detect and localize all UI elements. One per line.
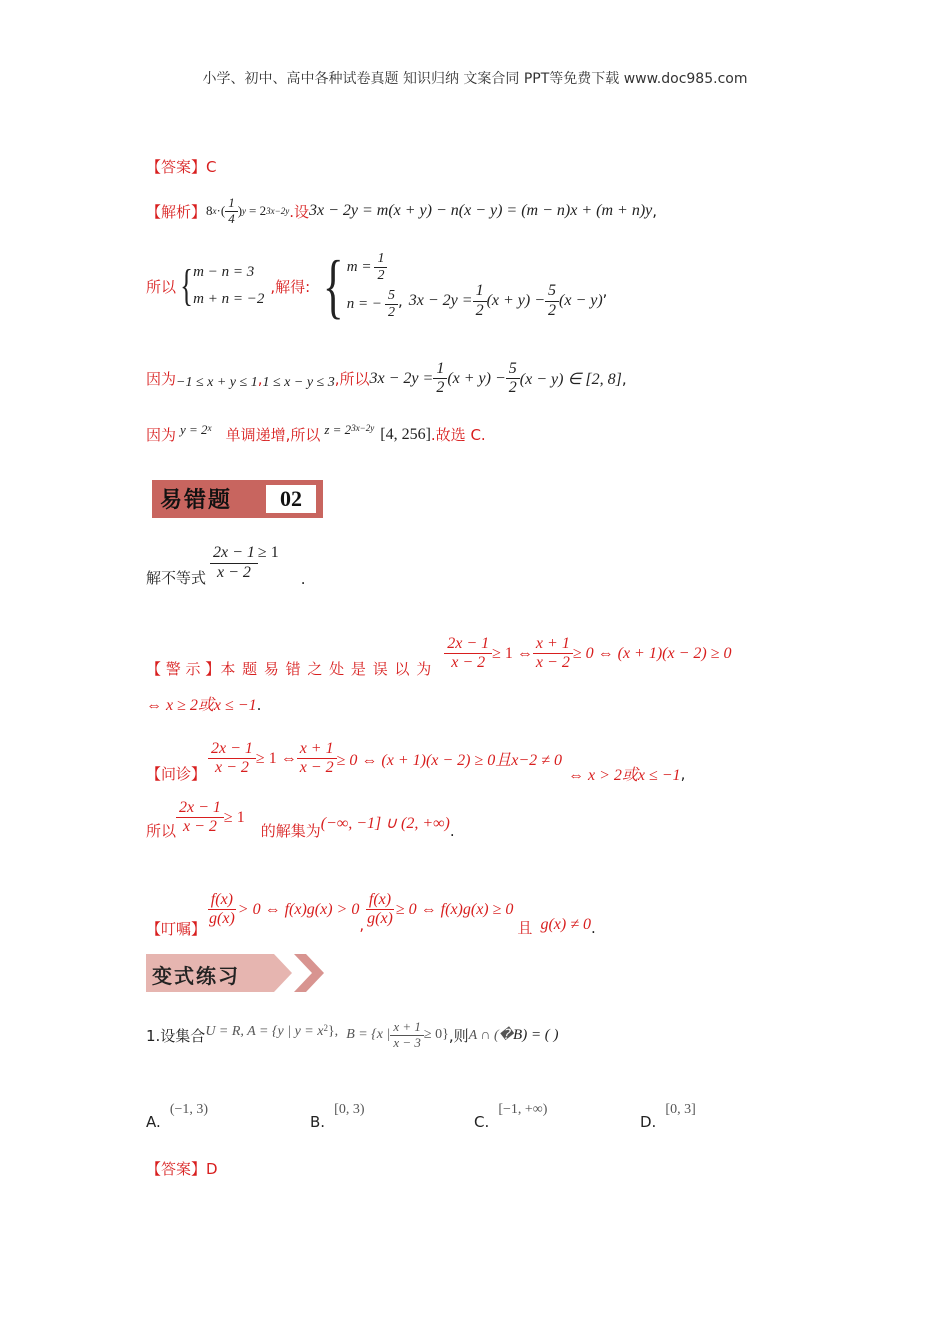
condition-1: −1 ≤ x + y ≤ 1	[176, 374, 258, 390]
frac-den: x − 2	[451, 654, 486, 671]
frac-den: x − 2	[217, 563, 251, 581]
then-text: ,则	[448, 1026, 469, 1045]
conclusion-set: (−∞, −1] ∪ (2, +∞)	[320, 814, 450, 832]
func-exp: x	[207, 422, 212, 433]
analysis-comma: ,	[652, 202, 658, 221]
sys1-line-b: m + n = −2	[193, 291, 265, 307]
warning-frac-2	[533, 635, 573, 673]
question-1	[146, 1020, 559, 1051]
warning-rel-1: ≥ 1 ⇔	[492, 644, 533, 662]
range-line	[146, 360, 627, 398]
reminder-rel-2: ≥ 0 ⇔ f(x)g(x) ≥ 0	[395, 900, 514, 918]
frac-den: 2	[387, 305, 395, 321]
expr1-dot: ·(	[216, 203, 226, 219]
problem-rel: ≥ 1	[257, 544, 279, 561]
frac-den: x − 2	[299, 759, 334, 776]
option-label: D.	[640, 1113, 657, 1131]
frac-den: x − 2	[183, 818, 217, 835]
frac-num: x + 1	[297, 740, 337, 759]
warning-line	[146, 628, 732, 679]
set-b-lhs: B = {x |	[346, 1027, 391, 1043]
frac-num: 2x − 1	[210, 544, 258, 563]
reminder-and: 且	[517, 919, 533, 937]
page-header: 小学、初中、高中各种试卷真题 知识归纳 文案合同 PPT等免费下载 www.doc985.com	[202, 71, 748, 87]
sys1-line-a: m − n = 3	[193, 264, 255, 280]
diagnosis-tag: 【问诊】	[146, 765, 207, 783]
frac-num: 5	[506, 360, 520, 379]
conclusion-rel: ≥ 1	[223, 808, 245, 826]
sys2-b-frac	[385, 288, 398, 321]
conclusion-end: .	[449, 821, 455, 840]
range-frac-1	[433, 360, 447, 398]
answer-value: D	[206, 1160, 218, 1178]
warning-end: .	[256, 696, 262, 714]
analysis-line	[146, 196, 657, 227]
line3-comma: ,	[602, 282, 608, 300]
option-label: C.	[474, 1113, 490, 1131]
so-text: ,所以	[334, 370, 370, 389]
answer-value: C	[206, 158, 217, 176]
expr-frac-1	[473, 282, 487, 320]
diagnosis-rel-2: ≥ 0 ⇔ (x + 1)(x − 2) ≥ 0且x−2 ≠ 0	[336, 752, 562, 769]
frac-den: x − 3	[393, 1034, 421, 1050]
brace-icon: {	[180, 261, 193, 310]
frac-num: 1	[374, 251, 387, 268]
problem-line	[146, 544, 305, 588]
warning-tag: 【 警 示 】	[146, 660, 221, 678]
brace-icon: {	[323, 246, 344, 326]
because-text: 因为	[146, 370, 177, 389]
frac-den: 2	[475, 301, 484, 319]
sep: ,	[257, 369, 263, 388]
frac-den: 2	[508, 379, 517, 397]
frac-num: 1	[225, 196, 238, 212]
answer-tag: 【答案】	[146, 158, 207, 176]
question-label: 1.设集合	[146, 1026, 206, 1045]
reminder-rel-1: > 0 ⇔ f(x)g(x) > 0	[237, 900, 360, 918]
banner-number: 02	[266, 485, 316, 513]
expr1-close: )	[237, 203, 243, 219]
banner-title: 易错题	[160, 488, 233, 513]
solve-line	[146, 246, 608, 326]
frac-den: x − 2	[215, 759, 249, 776]
range-frac-2	[506, 360, 520, 398]
z-func: z = 2	[324, 421, 352, 437]
reminder-frac-1	[206, 891, 238, 929]
expr-lhs: 3x − 2y =	[408, 292, 473, 309]
ask-expr-2: B) = ( )	[513, 1026, 559, 1043]
diagnosis-rel-1: ≥ 1 ⇔	[255, 749, 297, 767]
sys2-b-lhs: n = −	[346, 296, 382, 313]
z-exp: 3x−2y	[351, 422, 375, 433]
reminder-frac-2	[364, 891, 396, 929]
analysis-set-text: .设	[289, 202, 309, 221]
frac-num: 2x − 1	[176, 799, 224, 818]
error-problem-banner	[152, 480, 323, 518]
frac-num: f(x)	[366, 891, 394, 910]
set-u: U = R, A = {y | y = x	[205, 1024, 324, 1040]
z-range: [4, 256]	[380, 425, 431, 443]
option-value: [−1, +∞)	[498, 1102, 548, 1117]
frac-den: g(x)	[367, 910, 393, 927]
option-label: A.	[146, 1113, 161, 1131]
so-text: 所以	[146, 277, 177, 296]
frac-den: 2	[436, 379, 445, 397]
reminder-sep: ,	[359, 915, 365, 934]
set-u-exp: 2	[323, 1023, 328, 1034]
frac-num: x + 1	[390, 1020, 424, 1036]
problem-text: 解不等式	[146, 569, 207, 587]
expr-mid: (x + y) −	[486, 292, 546, 309]
so-text: 所以	[146, 822, 177, 840]
range-tail: (x − y) ∈ [2, 8]	[519, 370, 622, 388]
expr1-base: 8	[206, 203, 213, 219]
problem-end: .	[300, 570, 306, 588]
diagnosis-rel-3: ⇔ x > 2或x ≤ −1	[567, 767, 681, 784]
range-lhs: 3x − 2y =	[369, 369, 434, 387]
problem-fraction	[210, 544, 258, 582]
range-mid: (x + y) −	[447, 369, 506, 387]
monotone-text: 单调递增,所以	[225, 426, 321, 444]
frac-num: 2x − 1	[444, 635, 492, 654]
system-1	[176, 261, 265, 310]
diagnosis-frac-1	[208, 740, 256, 778]
monotone-line	[146, 421, 486, 445]
choice-text: .故选 C.	[430, 426, 486, 444]
frac-den: 2	[548, 301, 557, 319]
line4-comma: ,	[621, 369, 627, 388]
reminder-end: .	[590, 918, 596, 937]
ask-expr: A ∩ (�	[468, 1027, 514, 1043]
set-b-frac	[390, 1020, 424, 1051]
expr1-exp2: y	[242, 206, 247, 217]
sys2-comma: ,	[397, 292, 403, 310]
frac-num: x + 1	[533, 635, 573, 654]
reminder-cond: g(x) ≠ 0	[540, 915, 591, 933]
conclusion-line	[146, 794, 455, 841]
frac-den: 2	[377, 267, 385, 283]
answer-tag: 【答案】	[146, 1160, 207, 1178]
option-a[interactable]	[146, 1098, 209, 1131]
frac-num: f(x)	[208, 891, 236, 910]
warning-line-2	[146, 692, 261, 715]
frac-num: 1	[433, 360, 447, 379]
analysis-tag: 【解析】	[146, 202, 207, 221]
expr-frac-2	[545, 282, 559, 320]
frac-den: x − 2	[535, 654, 570, 671]
option-c[interactable]	[474, 1098, 548, 1131]
reminder-line	[146, 880, 596, 939]
answer-line	[146, 156, 217, 177]
diagnosis-line	[146, 732, 685, 785]
option-b[interactable]	[310, 1098, 365, 1131]
option-value: (−1, 3)	[169, 1102, 209, 1117]
conclusion-text: 的解集为	[260, 822, 321, 840]
option-label: B.	[310, 1113, 326, 1131]
warning-conclusion: ⇔ x ≥ 2或x ≤ −1	[146, 697, 257, 714]
warning-frac-1	[444, 635, 492, 673]
diagnosis-frac-2	[297, 740, 337, 778]
warning-text: 本 题 易 错 之 处 是 误 以 为	[220, 660, 433, 678]
variant-practice-title: 变式练习	[152, 964, 240, 988]
sys2-line-b	[347, 288, 398, 321]
frac-num: 1	[473, 282, 487, 301]
set-u-close: },	[327, 1024, 339, 1040]
sys2-line-a	[347, 251, 398, 284]
solve-text: ,解得:	[270, 277, 311, 296]
analysis-expr2: 3x − 2y = m(x + y) − n(x − y) = (m − n)x + (m + n)y	[308, 202, 653, 220]
frac-num: 5	[385, 288, 398, 305]
system-2	[316, 246, 398, 326]
sys2-a-frac	[374, 251, 387, 284]
answer-line-2	[146, 1158, 218, 1179]
frac-den: 4	[228, 210, 235, 226]
warning-rel-2: ≥ 0 ⇔ (x + 1)(x − 2) ≥ 0	[572, 644, 732, 662]
sys2-a-lhs: m =	[346, 258, 372, 275]
set-b-rel: ≥ 0}	[423, 1027, 449, 1043]
expr1-eq: = 2	[249, 203, 267, 219]
frac-num: 5	[545, 282, 559, 301]
condition-2: 1 ≤ x − y ≤ 3	[262, 374, 335, 390]
reminder-tag: 【叮嘱】	[146, 920, 207, 938]
expr1-fraction	[225, 196, 238, 227]
frac-den: g(x)	[209, 910, 235, 927]
option-d[interactable]	[640, 1098, 696, 1131]
frac-num: 2x − 1	[208, 740, 256, 759]
expr1-exp: x	[212, 206, 217, 217]
expr-tail: (x − y)	[559, 292, 603, 309]
expr1-exp3: 3x−2y	[266, 206, 290, 217]
conclusion-frac	[176, 799, 224, 837]
diagnosis-comma: ,	[680, 764, 686, 783]
func: y = 2	[180, 421, 208, 437]
option-value: [0, 3]	[665, 1102, 696, 1117]
because-text: 因为	[146, 426, 177, 444]
option-value: [0, 3)	[334, 1102, 365, 1117]
